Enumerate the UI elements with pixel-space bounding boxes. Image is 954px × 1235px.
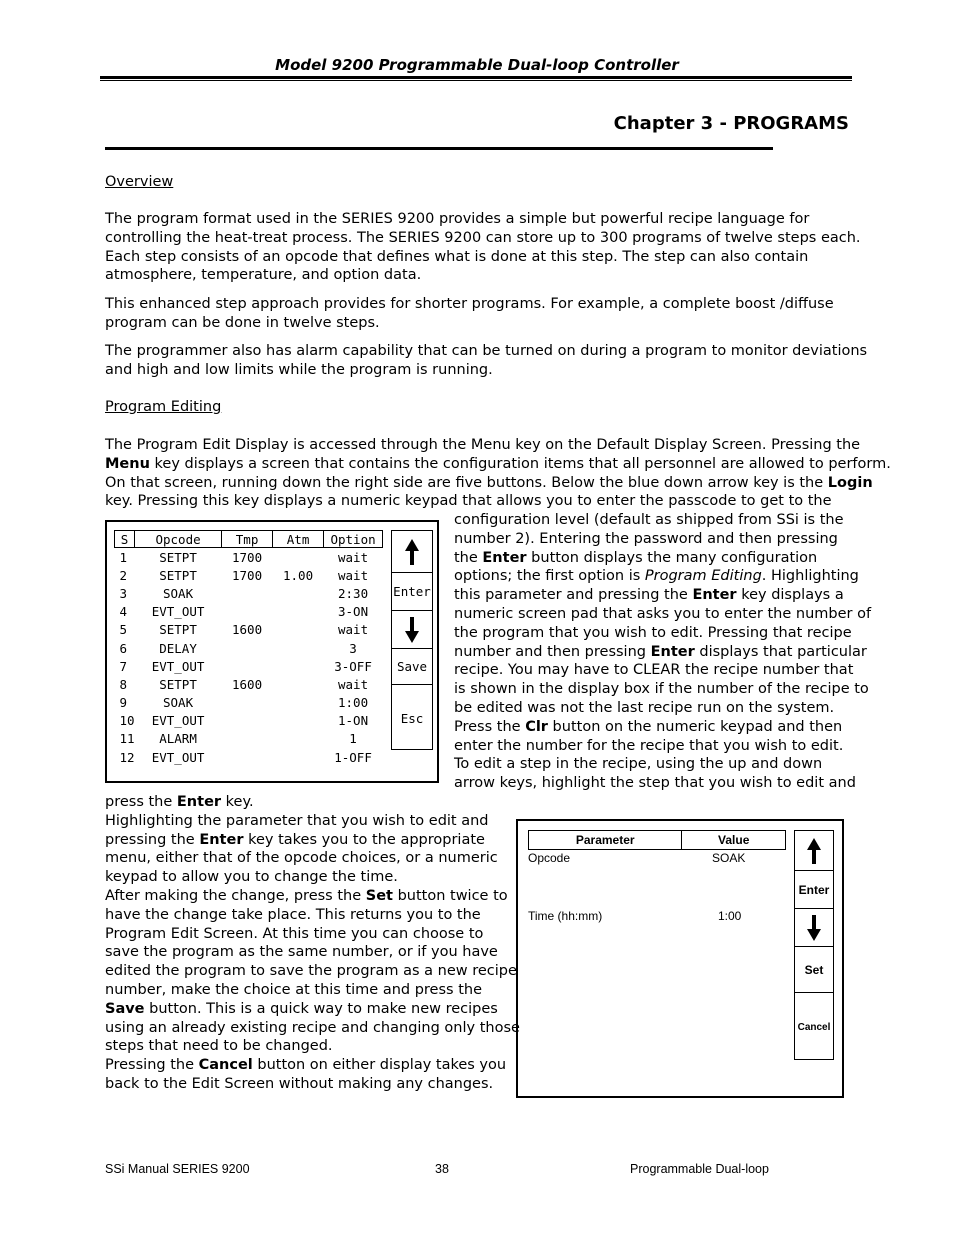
cell-step: 1 [119, 549, 128, 565]
cell-tmp: 1600 [232, 622, 263, 638]
col-parameter: Parameter [529, 831, 682, 849]
cell-atm [273, 639, 324, 657]
right-column-text: configuration level (default as shipped from SSi is the number 2). Entering the password and then pressing the Enter button displays the many configuration options; the first option is Program Editing. Highlighting this parameter and pressing the Enter key displays a numeric screen pad that asks you to enter the number of the program that you wish to edit. Pressing that recipe number and then pressing Enter displays that particular recipe. You may have to CLEAR the recipe number that is shown in the display box if the number of the recipe to be edited was not the last recipe run on the system. Press the Clr button on the numeric keypad and then enter the number for the recipe that you wish to edit. To edit a step in the recipe, using the up and down arrow keys, highlight the step that you wish to edit and [454, 512, 872, 792]
cell-step: 8 [119, 676, 128, 692]
cell-opcode: SETPT [159, 622, 197, 638]
down-arrow-button[interactable] [795, 909, 833, 947]
cell-opcode: EVT_OUT [151, 658, 205, 674]
cell-option: 1:00 [338, 695, 369, 711]
param-opcode-label[interactable]: Opcode [528, 851, 571, 865]
esc-button[interactable]: Esc [400, 710, 424, 726]
cell-tmp: 1700 [232, 549, 263, 565]
program-step-row[interactable] [115, 603, 383, 621]
up-arrow-button[interactable] [392, 531, 432, 573]
program-steps-table [114, 530, 383, 766]
cell-tmp [222, 603, 273, 621]
cell-step: 10 [119, 713, 135, 729]
up-arrow-icon [807, 838, 821, 864]
cell-tmp: 1600 [232, 676, 263, 692]
cell-option: wait [338, 622, 369, 638]
col-opcode: Opcode [135, 531, 222, 548]
cell-step: 5 [119, 622, 128, 638]
cell-option: 1-ON [338, 713, 369, 729]
overview-paragraph-3: The programmer also has alarm capability that can be turned on during a program to monitor deviations and high and low limits while the program is running. [105, 343, 868, 378]
cell-atm [273, 694, 324, 712]
param-opcode-value: SOAK [712, 851, 746, 865]
cell-tmp [222, 730, 273, 748]
overview-paragraph-1: The program format used in the SERIES 9200 provides a simple but powerful recipe language for controlling the heat-treat process. The SERIES 9200 can store up to 300 programs of twelve steps each. Each step consists of an opcode that defines what is done at this step. The step can also contain atmosphere, temperature, and option data. [105, 211, 861, 284]
cell-opcode: SETPT [159, 676, 197, 692]
cell-opcode: EVT_OUT [151, 749, 205, 765]
cell-tmp: 1700 [232, 567, 263, 583]
running-header: Model 9200 Programmable Dual-loop Controller [275, 56, 679, 74]
header-rule [100, 76, 852, 81]
cell-option: 1-OFF [334, 749, 372, 765]
cell-option: 3-ON [338, 604, 369, 620]
program-step-row[interactable] [115, 566, 383, 584]
cell-atm [273, 548, 324, 567]
footer-right: Programmable Dual-loop [630, 1162, 769, 1176]
program-step-row[interactable] [115, 621, 383, 639]
enter-button[interactable]: Enter [392, 573, 432, 611]
program-step-row[interactable] [115, 584, 383, 602]
col-step: S [115, 531, 135, 548]
cell-step: 12 [119, 749, 135, 765]
parameter-edit-display [516, 819, 844, 1098]
cell-option: wait [338, 676, 369, 692]
down-arrow-icon [405, 617, 419, 643]
cell-step: 3 [119, 585, 128, 601]
chapter-rule [105, 147, 773, 150]
down-arrow-icon [807, 915, 821, 941]
cell-tmp [222, 712, 273, 730]
parameter-button-column [794, 830, 834, 1060]
program-edit-display [105, 520, 439, 783]
cell-step: 4 [119, 604, 128, 620]
save-button[interactable]: Save [392, 649, 432, 685]
cell-atm: 1.00 [283, 567, 314, 583]
program-editing-heading: Program Editing [105, 399, 222, 415]
cell-step: 9 [119, 695, 128, 711]
cell-atm [273, 730, 324, 748]
cell-atm [273, 675, 324, 693]
program-step-row[interactable] [115, 657, 383, 675]
cell-opcode: SETPT [159, 549, 197, 565]
program-editing-intro: The Program Edit Display is accessed through the Menu key on the Default Display Screen. Pressing the Menu key displays a screen that contains the configuration items that all personnel are allowed to perform. On that screen, running down the right side are five buttons. Below the blue down arrow key is the Login key. Pressing this key displays a numeric keypad that allows you to enter the passcode to get to the [105, 437, 891, 510]
overview-heading: Overview [105, 174, 174, 190]
cell-tmp [222, 584, 273, 602]
footer-page-number: 38 [435, 1162, 449, 1176]
cell-step: 7 [119, 658, 128, 674]
up-arrow-icon [405, 539, 419, 565]
cell-opcode: SETPT [159, 567, 197, 583]
cell-atm [273, 748, 324, 766]
program-step-row[interactable] [115, 748, 383, 766]
program-step-row[interactable] [115, 639, 383, 657]
col-option: Option [324, 531, 383, 548]
cell-step: 11 [119, 731, 135, 747]
program-step-row[interactable] [115, 675, 383, 693]
cell-option: 3 [349, 640, 357, 656]
cell-opcode: SOAK [163, 695, 194, 711]
cell-tmp [222, 657, 273, 675]
cell-atm [273, 584, 324, 602]
left-column-text: press the Enter key. Highlighting the parameter that you wish to edit and pressing the Enter key takes you to the appropriate menu, either that of the opcode choices, or a numeric keypad to allow you to change the time. After making the change, press the Set button twice to have the change take place. This returns you to the Program Edit Screen. At this time you can choose to save the program as the same number, or if you have edited the program to save the program as a new recipe number, make the choice at this time and press the Save button. This is a quick way to make new recipes using an already existing recipe and changing only those steps that need to be changed. Pressing the Cancel button on either display takes you back to the Edit Screen without making any changes. [105, 794, 520, 1092]
cell-opcode: EVT_OUT [151, 713, 205, 729]
cell-tmp [222, 748, 273, 766]
col-value: Value [718, 833, 750, 847]
up-arrow-button[interactable] [795, 831, 833, 871]
cell-tmp [222, 639, 273, 657]
footer-left: SSi Manual SERIES 9200 [105, 1162, 250, 1176]
cell-atm [273, 603, 324, 621]
cell-atm [273, 712, 324, 730]
cell-step: 2 [119, 567, 128, 583]
param-time-value: 1:00 [718, 909, 742, 923]
cell-option: 2:30 [338, 585, 369, 601]
down-arrow-button[interactable] [392, 611, 432, 649]
cancel-button[interactable]: Cancel [797, 1021, 831, 1033]
cell-opcode: EVT_OUT [151, 604, 205, 620]
cell-tmp [222, 694, 273, 712]
parameter-table-header [528, 830, 786, 850]
chapter-title: Chapter 3 - PROGRAMS [613, 113, 849, 134]
program-step-row[interactable] [115, 712, 383, 730]
cell-opcode: ALARM [159, 731, 197, 747]
program-step-row[interactable] [115, 694, 383, 712]
cell-option: wait [338, 567, 369, 583]
cell-opcode: DELAY [159, 640, 197, 656]
cell-option: wait [338, 549, 369, 565]
cell-step: 6 [119, 640, 128, 656]
param-time-label[interactable]: Time (hh:mm) [528, 909, 603, 923]
cell-atm [273, 657, 324, 675]
cell-atm [273, 621, 324, 639]
cell-option: 3-OFF [334, 658, 372, 674]
col-tmp: Tmp [222, 531, 273, 548]
col-atm: Atm [273, 531, 324, 548]
enter-button[interactable]: Enter [795, 871, 833, 909]
set-button[interactable]: Set [795, 947, 833, 993]
overview-paragraph-2: This enhanced step approach provides for shorter programs. For example, a complete boost /diffuse program can be done in twelve steps. [105, 296, 834, 331]
program-step-row[interactable] [115, 730, 383, 748]
cell-opcode: SOAK [163, 585, 194, 601]
cell-option: 1 [349, 731, 357, 747]
program-step-row[interactable] [115, 548, 383, 567]
program-button-column [391, 530, 433, 750]
